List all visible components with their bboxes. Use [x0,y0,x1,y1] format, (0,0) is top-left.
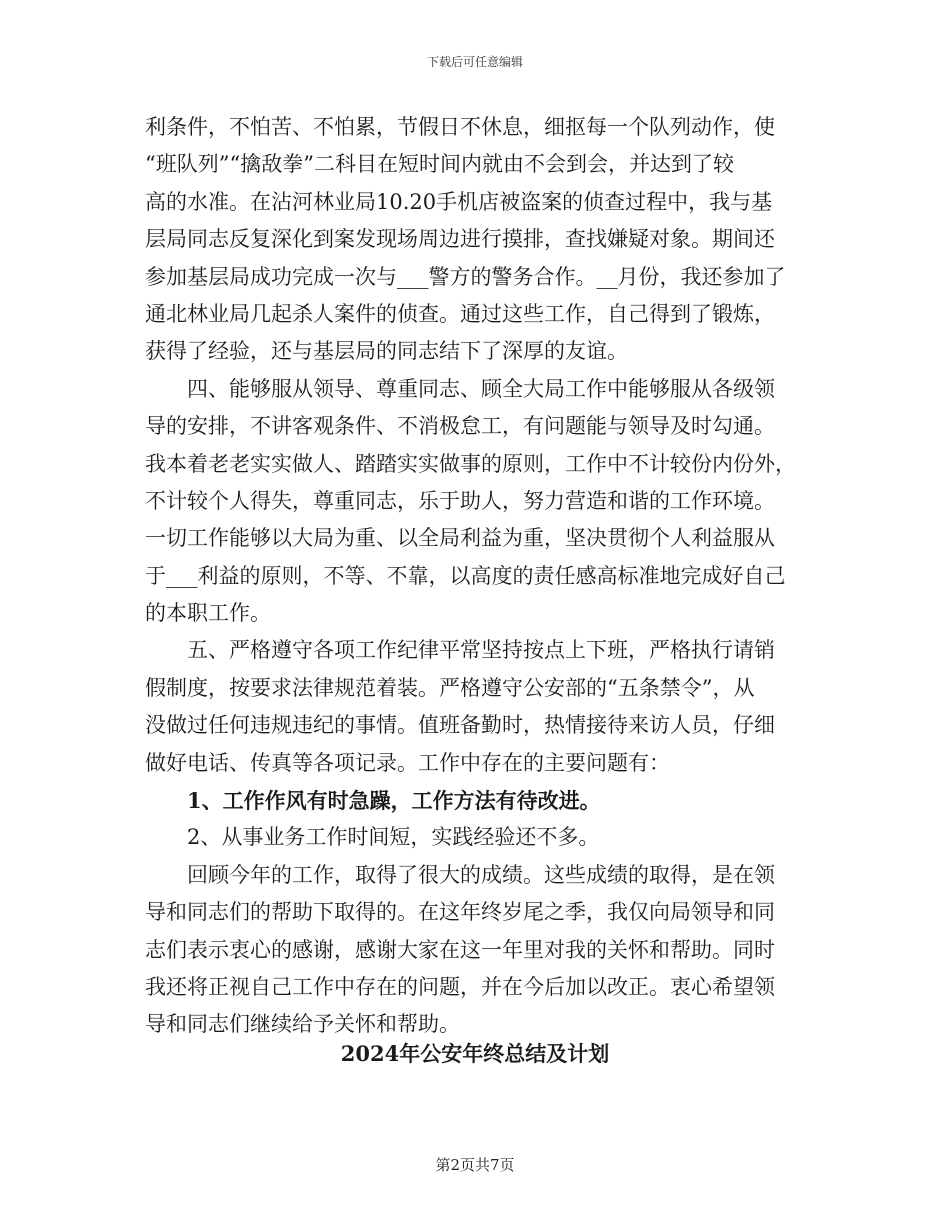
text-line: 1、工作作风有时急躁，工作方法有待改进。 [187,788,601,814]
text-line: 回顾今年的工作，取得了很大的成绩。这些成绩的取得，是在领 [187,862,775,887]
text-line: 没做过任何违规违纪的事情。值班备勤时，热情接待来访人员，仔细 [145,713,775,738]
page-footer: 第2页共7页 [435,1156,515,1174]
text-line: 参加基层局成功完成一次与___警方的警务合作。__月份，我还参加了 [145,264,786,289]
text-line: 五、严格遵守各项工作纪律平常坚持按点上下班，严格执行请销 [187,638,775,663]
text-line: 的本职工作。 [145,601,271,626]
text-line: 假制度，按要求法律规范着装。严格遵守公安部的“五条禁令”，从 [145,675,755,700]
text-line: 导和同志们继续给予关怀和帮助。 [145,1012,460,1037]
section-title: 2024年公安年终总结及计划 [340,1041,610,1066]
text-line: 一切工作能够以大局为重、以全局利益为重，坚决贯彻个人利益服从 [145,526,775,551]
text-line: 获得了经验，还与基层局的同志结下了深厚的友谊。 [145,339,628,364]
text-line: 高的水准。在沾河林业局10.20手机店被盗案的侦查过程中，我与基 [145,189,773,214]
text-line: 2、从事业务工作时间短，实践经验还不多。 [187,825,600,850]
text-line: 不计较个人得失，尊重同志，乐于助人，努力营造和谐的工作环境。 [145,488,775,513]
text-line: “班队列”“擒敌拳”二科目在短时间内就由不会到会，并达到了较 [145,152,734,177]
document-body [145,109,807,1044]
page-header: 下载后可任意编辑 [426,55,523,69]
text-line: 层局同志反复深化到案发现场周边进行摸排，查找嫌疑对象。期间还 [145,227,775,252]
text-line: 志们表示衷心的感谢，感谢大家在这一年里对我的关怀和帮助。同时 [145,937,775,962]
text-line: 利条件，不怕苦、不怕累，节假日不休息，细抠每一个队列动作，使 [145,115,775,139]
text-line: 导和同志们的帮助下取得的。在这年终岁尾之季，我仅向局领导和同 [145,900,775,925]
text-line: 通北林业局几起杀人案件的侦查。通过这些工作，自己得到了锻炼， [145,301,775,326]
text-line: 做好电话、传真等各项记录。工作中存在的主要问题有： [145,750,670,775]
text-line: 于___利益的原则，不等、不靠，以高度的责任感高标准地完成好自己 [145,563,786,588]
text-line: 我本着老老实实做人、踏踏实实做事的原则，工作中不计较份内份外， [145,451,796,476]
text-line: 四、能够服从领导、尊重同志、顾全大局工作中能够服从各级领 [187,376,775,401]
text-line: 导的安排，不讲客观条件、不消极怠工，有问题能与领导及时勾通。 [145,414,775,439]
text-line: 我还将正视自己工作中存在的问题，并在今后加以改正。衷心希望领 [145,974,775,999]
